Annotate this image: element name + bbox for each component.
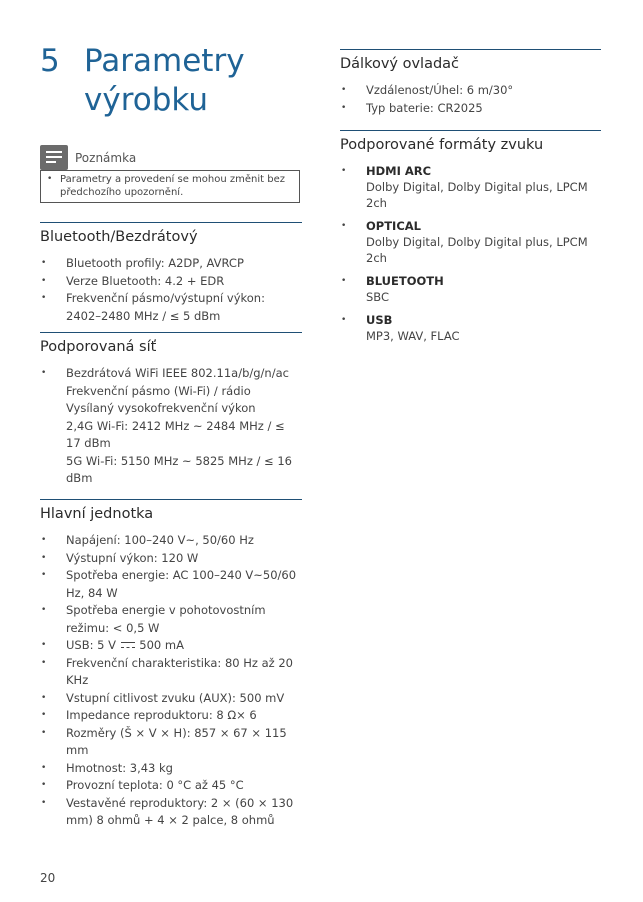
dc-symbol-icon — [121, 642, 135, 648]
spec-item: • Verze Bluetooth: 4.2 + EDR — [40, 273, 302, 291]
format-item — [340, 273, 601, 305]
spec-item: • Spotřeba energie: AC 100–240 V~50/60 Hz, 84 W — [40, 567, 302, 602]
network-line: Vysílaný vysokofrekvenční výkon — [66, 401, 256, 415]
format-name: • HDMI ARC — [366, 164, 432, 178]
spec-item: • Frekvenční pásmo/výstupní výkon: 2402–2480 MHz / ≤ 5 dBm — [40, 290, 302, 325]
note-content — [40, 170, 300, 203]
network-line: Bezdrátová WiFi IEEE 802.11a/b/g/n/ac — [66, 366, 289, 380]
section-title: Bluetooth/Bezdrátový — [40, 229, 198, 245]
usb-voltage: USB: 5 V — [66, 638, 116, 652]
format-item — [340, 218, 601, 266]
spec-item — [40, 365, 302, 488]
spec-item: • Rozměry (Š × V × H): 857 × 67 × 115 mm — [40, 725, 302, 760]
network-line: 2,4G Wi-Fi: 2412 MHz ~ 2484 MHz / ≤ 17 dBm — [66, 418, 285, 450]
section-title: Podporovaná síť — [40, 339, 157, 355]
spec-item: • Bluetooth profily: A2DP, AVRCP — [40, 255, 302, 273]
note-header — [40, 145, 300, 170]
section-title: Dálkový ovladač — [340, 56, 460, 72]
title-line-2: výrobku — [84, 82, 209, 118]
section-main-unit — [40, 499, 302, 830]
format-value: Dolby Digital, Dolby Digital plus, LPCM 2ch — [366, 180, 588, 210]
spec-item: • Výstupní výkon: 120 W — [40, 550, 302, 568]
format-value: SBC — [366, 290, 390, 304]
spec-item: • Impedance reproduktoru: 8 Ω× 6 — [40, 707, 302, 725]
spec-item: • Spotřeba energie v pohotovostním režimu: < 0,5 W — [40, 602, 302, 637]
section-network — [40, 332, 302, 488]
section-remote — [340, 49, 601, 117]
note-item: • Parametry a provedení se mohou změnit bez předchozího upozornění. — [47, 173, 293, 199]
section-audio-formats — [340, 130, 601, 351]
spec-item: • Provozní teplota: 0 °C až 45 °C — [40, 777, 302, 795]
network-line: 5G Wi-Fi: 5150 MHz ~ 5825 MHz / ≤ 16 dBm — [66, 453, 292, 485]
section-title: Hlavní jednotka — [40, 506, 154, 522]
network-line: Frekvenční pásmo (Wi-Fi) / rádio — [66, 383, 251, 398]
title-line-1: Parametry — [84, 43, 245, 79]
note-label: Poznámka — [75, 150, 137, 165]
format-name: • USB — [366, 313, 393, 327]
usb-current: 500 mA — [139, 638, 184, 652]
page-number: 20 — [40, 871, 56, 885]
format-item — [340, 163, 601, 211]
section-bluetooth — [40, 222, 302, 325]
format-name: • BLUETOOTH — [366, 274, 444, 288]
format-value: MP3, WAV, FLAC — [366, 329, 460, 343]
spec-item: • Napájení: 100–240 V~, 50/60 Hz — [40, 532, 302, 550]
spec-item: • Frekvenční charakteristika: 80 Hz až 20 KHz — [40, 655, 302, 690]
page-title — [40, 42, 245, 120]
format-value: Dolby Digital, Dolby Digital plus, LPCM 2ch — [366, 235, 588, 265]
format-item — [340, 312, 601, 344]
section-title: Podporované formáty zvuku — [340, 137, 544, 153]
spec-item: • Hmotnost: 3,43 kg — [40, 760, 302, 778]
spec-item: • Typ baterie: CR2025 — [340, 100, 601, 118]
spec-item: • Vestavěné reproduktory: 2 × (60 × 130 mm) 8 ohmů + 4 × 2 palce, 8 ohmů — [40, 795, 302, 830]
format-name: • OPTICAL — [366, 219, 421, 233]
chapter-number: 5 — [40, 43, 60, 79]
spec-item: • Vzdálenost/Úhel: 6 m/30° — [340, 82, 601, 100]
note-icon — [40, 145, 68, 170]
note-box — [40, 145, 300, 203]
spec-item-usb — [40, 637, 302, 655]
spec-item: • Vstupní citlivost zvuku (AUX): 500 mV — [40, 690, 302, 708]
